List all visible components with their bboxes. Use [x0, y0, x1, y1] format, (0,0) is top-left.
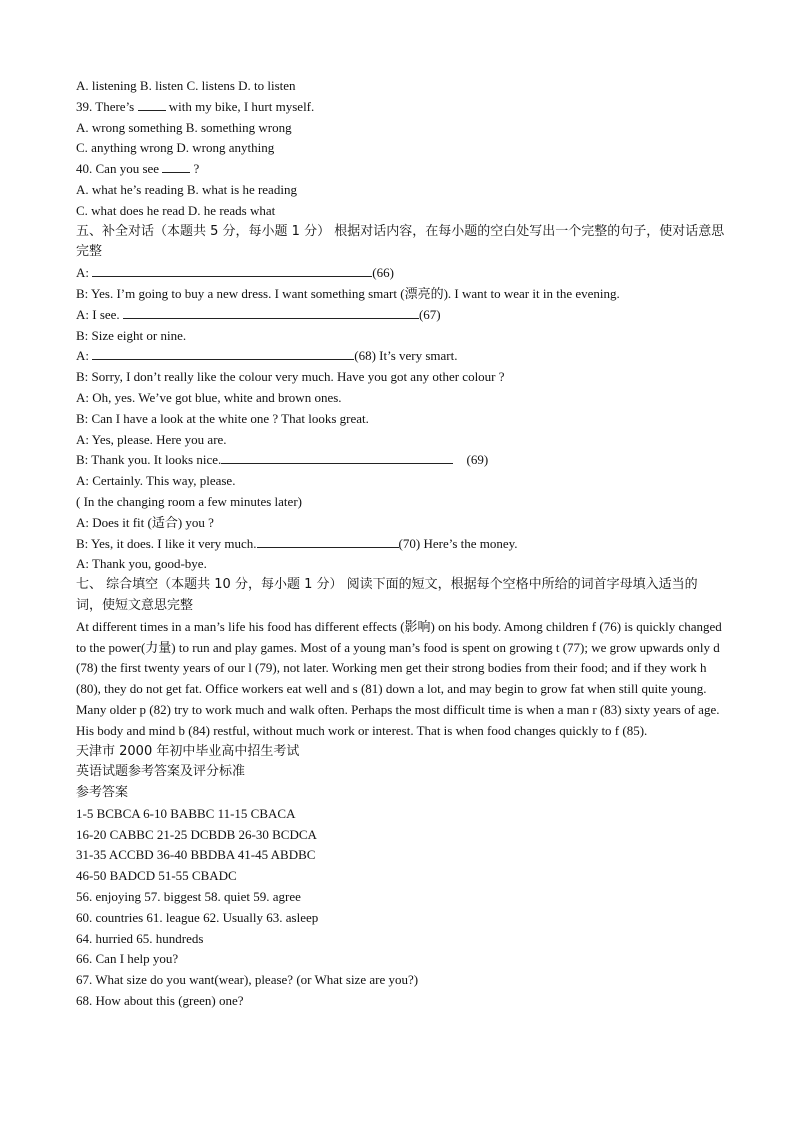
answer-blank-66 [92, 263, 372, 277]
q39-options-2: C. anything wrong D. wrong anything [76, 140, 275, 156]
dialogue-line: B: Size eight or nine. [76, 327, 187, 343]
q39-stem-start: 39. There’s [76, 98, 135, 114]
section5-title: 五、补全对话（本题共 5 分，每小题 1 分） 根据对话内容，在每小题的空白处写出一个完整的句子，使对话意思完整 [76, 223, 725, 260]
dialogue-line-68 [76, 346, 726, 367]
answer-line: 16-20 CABBC 21-25 DCBDB 26-30 BCDCA [76, 826, 317, 842]
dialogue-text: B: Yes, it does. I like it very much. [76, 535, 257, 551]
section7-passage: At different times in a man’s life his food has different effects (影响) on his body. Among children f (76) is quickly changed to the power(力量) to run and play games. Most of a young man’s food is spent on growing t (77); we grow upwards only d (78) the first twenty years of our l (79), not later. Working men get their strong bodies from their food; and if they work h (80), they do not get fat. Office workers eat well and s (81) down a lot, and may begin to grow fat when still quite young. Many older p (82) try to work much and walk often. Perhaps the most difficult time is when a man r (83) sixty years of age. His body and mind b (84) restful, without much work or interest. That is when food changes quickly to f (85). [76, 618, 722, 738]
q40-blank [162, 159, 190, 173]
stage-note: ( In the changing room a few minutes later) [76, 493, 302, 509]
dialogue-line: A: Thank you, good-bye. [76, 556, 207, 572]
q39-stem-end: with my bike, I hurt myself. [168, 98, 315, 114]
dialogue-line: B: Yes. I’m going to buy a new dress. I want something smart (漂亮的). I want to wear it in the evening. [76, 285, 620, 301]
blank-number-69: (69) [466, 452, 489, 468]
q39-blank [138, 97, 166, 111]
q39-stem [76, 97, 726, 118]
q38-options: A. listening B. listen C. listens D. to listen [76, 78, 296, 93]
answer-line: 56. enjoying 57. biggest 58. quiet 59. agree [76, 889, 301, 905]
blank-number-66: (66) [372, 265, 394, 281]
answer-blank-69 [221, 450, 453, 464]
q40-options-2: C. what does he read D. he reads what [76, 202, 276, 218]
answer-blank-70 [257, 534, 399, 548]
dialogue-line: A: Oh, yes. We’ve got blue, white and brown ones. [76, 389, 342, 405]
answer-blank-67 [123, 305, 419, 319]
answers-heading-key: 参考答案 [76, 785, 129, 801]
answer-blank-68 [92, 346, 354, 360]
q40-stem-start: 40. Can you see [76, 161, 160, 177]
q40-options-1: A. what he’s reading B. what is he reading [76, 181, 297, 197]
q40-stem [76, 159, 726, 180]
dialogue-text: B: Thank you. It looks nice. [76, 452, 222, 468]
document-page [76, 76, 726, 1012]
answer-line: 64. hurried 65. hundreds [76, 930, 204, 946]
q39-options-1: A. wrong something B. something wrong [76, 119, 292, 135]
speaker-a: A: [76, 348, 89, 364]
answer-line: 67. What size do you want(wear), please? (or What size are you?) [76, 972, 419, 988]
dialogue-line: A: Yes, please. Here you are. [76, 431, 227, 447]
blank-number-70: (70) Here’s the money. [398, 535, 518, 551]
dialogue-text: A: I see. [76, 306, 120, 322]
dialogue-line-66 [76, 263, 726, 284]
answer-line: 46-50 BADCD 51-55 CBADC [76, 868, 237, 884]
section7-title: 七、 综合填空（本题共 10 分，每小题 1 分） 阅读下面的短文，根据每个空格中所给的词首字母填入适当的 词，使短文意思完整 [76, 577, 698, 613]
speaker-a: A: [76, 265, 89, 281]
answer-line: 1-5 BCBCA 6-10 BABBC 11-15 CBACA [76, 805, 296, 821]
answer-line: 68. How about this (green) one? [76, 993, 244, 1009]
dialogue-line: B: Sorry, I don’t really like the colour very much. Have you got any other colour ? [76, 369, 505, 385]
dialogue-line-67 [76, 305, 726, 326]
blank-number-68: (68) It’s very smart. [354, 348, 458, 364]
q40-stem-end: ? [193, 161, 200, 177]
dialogue-line: A: Does it fit (适合) you ? [76, 514, 214, 530]
answer-line: 60. countries 61. league 62. Usually 63. asleep [76, 909, 319, 925]
answer-line: 31-35 ACCBD 36-40 BBDBA 41-45 ABDBC [76, 847, 316, 863]
dialogue-line: B: Can I have a look at the white one ? That looks great. [76, 410, 369, 426]
dialogue-line-69 [76, 450, 726, 471]
dialogue-line-70 [76, 534, 726, 555]
answers-heading-title: 英语试题参考答案及评分标准 [76, 764, 246, 780]
answer-line: 66. Can I help you? [76, 951, 179, 967]
dialogue-line: A: Certainly. This way, please. [76, 473, 236, 489]
answers-heading-exam: 天津市 2000 年初中毕业高中招生考试 [76, 743, 300, 759]
blank-number-67: (67) [418, 306, 441, 322]
